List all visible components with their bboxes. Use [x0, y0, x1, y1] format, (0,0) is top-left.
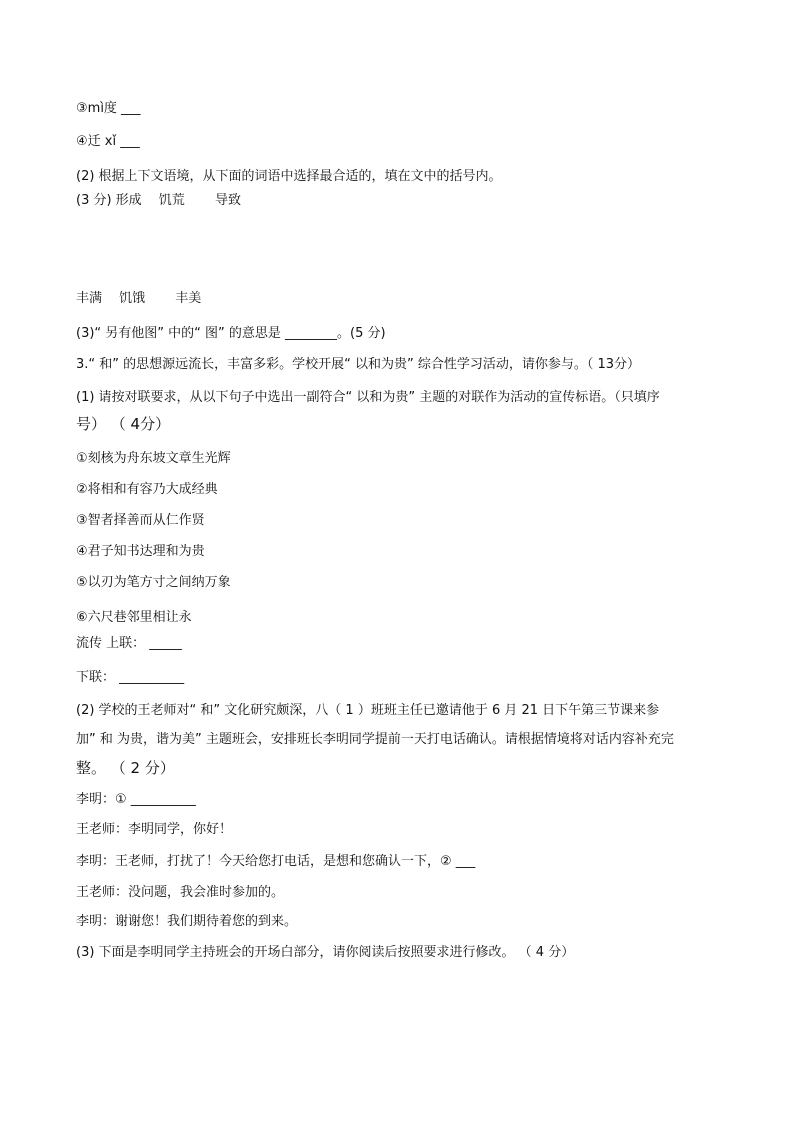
option-4: ④君子知书达理和为贵 — [76, 544, 205, 559]
upper-couplet-blank: 流传 上联： _____ — [76, 636, 182, 651]
option-2: ②将相和有容乃大成经典 — [76, 482, 218, 497]
dialogue-question-line-3: 整。 （ 2 分） — [76, 759, 175, 777]
lower-couplet-blank: 下联： __________ — [76, 670, 185, 685]
word-choices-row-2: 丰满 饥饿 丰美 — [76, 291, 202, 306]
dialogue-question-line-2: 加” 和 为贵，谐为美” 主题班会，安排班长李明同学提前一天打电话确认。请根据情境将对话内容补充完 — [76, 732, 674, 747]
question-3-meaning: (3)“ 另有他图” 中的“ 图” 的意思是 ________。(5 分) — [76, 326, 386, 341]
dialogue-question-line-1: (2) 学校的王老师对“ 和” 文化研究颇深，八（ 1 ）班班主任已邀请他于 6 月 21 日下午第三节课来参 — [76, 703, 660, 718]
text-line-qian-xi: ④迁 xǐ ___ — [76, 134, 140, 149]
word-choices-row-1: (3 分) 形成 饥荒 导致 — [76, 193, 241, 208]
dialogue-teacher-2: 王老师：没问题，我会准时参加的。 — [76, 885, 285, 900]
dialogue-teacher-1: 王老师：李明同学，你好！ — [76, 822, 233, 837]
option-1: ①刻核为舟东坡文章生光辉 — [76, 451, 231, 466]
couplet-question-line-2: 号） （ 4分） — [76, 415, 171, 433]
dialogue-liming-1: 李明：① __________ — [76, 792, 196, 807]
question-2-instruction: (2) 根据上下文语境，从下面的词语中选择最合适的，填在文中的括号内。 — [76, 169, 502, 184]
question-3-revision: (3) 下面是李明同学主持班会的开场白部分，请你阅读后按照要求进行修改。 （ 4 分） — [76, 945, 575, 960]
option-3: ③智者择善而从仁作贤 — [76, 513, 205, 528]
option-5: ⑤以刃为笔方寸之间纳万象 — [76, 575, 231, 590]
option-6: ⑥六尺巷邻里相让永 — [76, 610, 192, 625]
couplet-question-line-1: (1) 请按对联要求，从以下句子中选出一副符合“ 以和为贵” 主题的对联作为活动的宣传标语。（只填序 — [76, 390, 660, 405]
dialogue-liming-3: 李明：谢谢您！我们期待着您的到来。 — [76, 914, 298, 929]
dialogue-liming-2: 李明：王老师，打扰了！今天给您打电话，是想和您确认一下，② ___ — [76, 854, 476, 869]
section-3-heading: 3.“ 和” 的思想源远流长，丰富多彩。学校开展“ 以和为贵” 综合性学习活动，请你参与。（ 13分） — [76, 357, 641, 372]
text-line-mi-du: ③mì度 ___ — [76, 101, 141, 116]
